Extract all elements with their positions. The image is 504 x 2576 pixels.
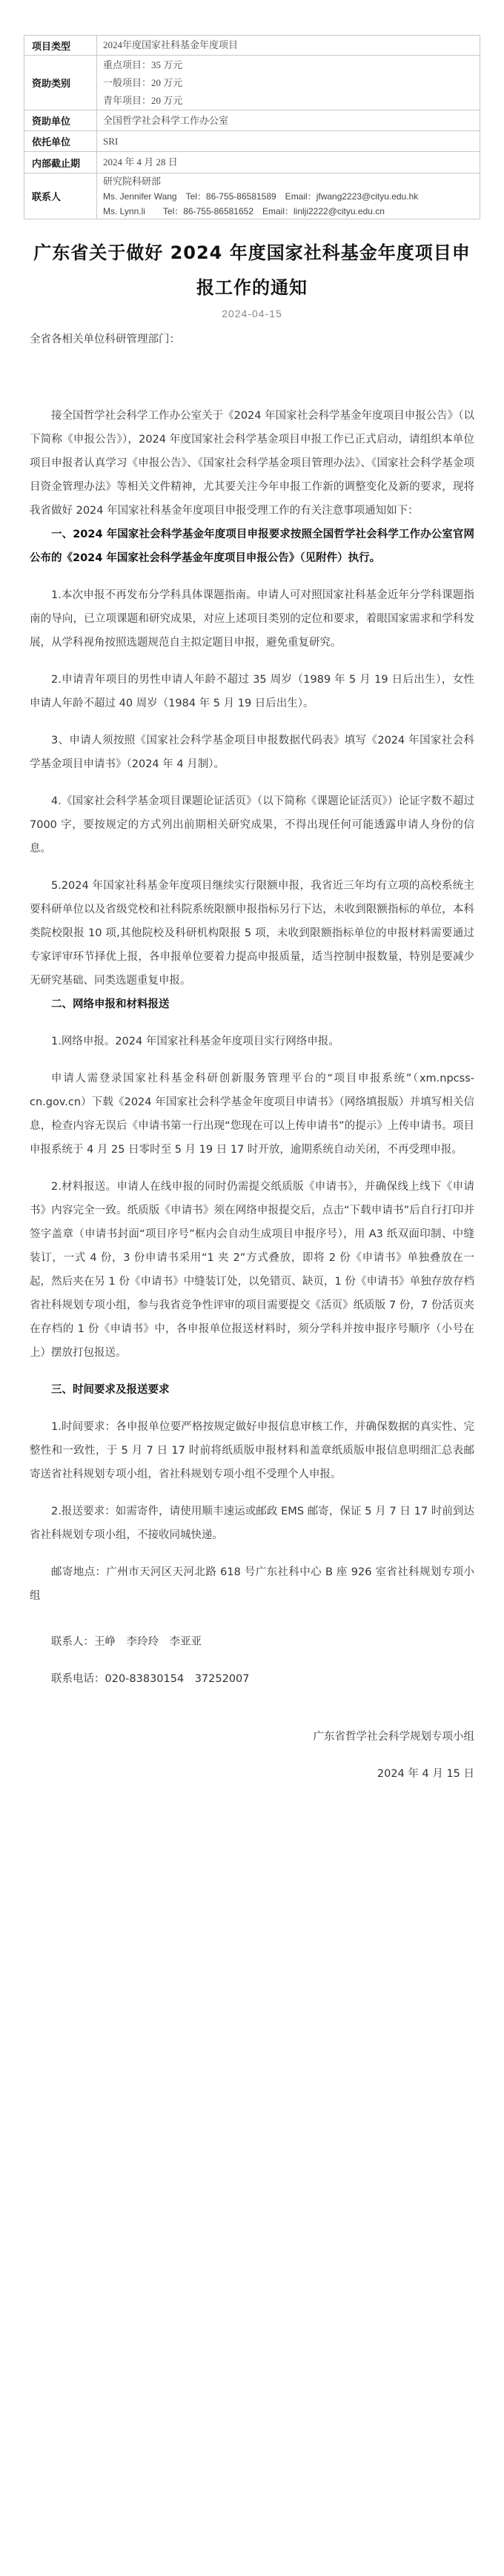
info-line: SRI: [103, 135, 119, 147]
item-2: 2.申请青年项目的男性申请人年龄不超过 35 周岁（1989 年 5 月 19 日后出生），女性申请人年龄不超过 40 周岁（1984 年 5 月 19 日后出生）。: [30, 674, 474, 709]
info-value: [97, 152, 480, 173]
intro-paragraph: 接全国哲学社会科学工作办公室关于《2024 年国家社会科学基金年度项目申报公告》（以下简称《申报公告》），2024 年度国家社会科学基金项目申报工作已正式启动，请组织本单位项目申报者认真学习《申报公告》、《国家社会科学基金项目管理办法》、《国家社会科学基金项目资金管理办法》等相关文件精神，尤其要关注今年申报工作新的调整变化及新的要求，现将我省做好 2024 年国家社科基金年度项目申报受理工作的有关注意事项通知如下：: [30, 410, 474, 517]
info-row-deadline: [24, 152, 480, 173]
item-materials: 2.材料报送。申请人在线申报的同时仍需提交纸质版《申请书》，并确保线上线下《申请书》内容完全一致。纸质版《申请书》须在网络申报提交后，点击“下载申请书”后自行打印并签字盖章（申请书封面“项目序号”框内会自动生成项目申报序号），用 A3 纸双面印制、中缝装订，一式 4 份，3 份申请书采用“1 夹 2”方式叠放，即将 2 份《申请书》单独叠放在一起，然后夹在另 1 份《申请书》中缝装订处，以免错页、缺页，1 份《申请书》单独存放存档省社科规划专项小组，参与我省竞争性评审的项目需要提交《活页》纸质版 7 份，7 份活页夹在存档的 1 份《申请书》中，各申报单位报送材料时，须分学科并按申报序号顺序（小号在上）摆放打包报送。: [30, 1181, 474, 1359]
item-delivery: 2.报送要求：如需寄件，请使用顺丰速运或邮政 EMS 邮寄，保证 5 月 7 日 17 时前到达省社科规划专项小组，不接收同城快递。: [30, 1506, 474, 1541]
contact-persons: 联系人：王峥 李玲玲 李亚亚: [51, 1636, 202, 1648]
info-label: 资助类别: [24, 56, 97, 110]
info-value: [97, 36, 480, 56]
info-label: 内部截止期: [24, 152, 97, 173]
section-heading-3: 三、时间要求及报送要求: [51, 1384, 170, 1396]
info-row-contact: [24, 173, 480, 219]
info-label: 联系人: [24, 173, 97, 219]
item-online: 1.网络申报。2024 年国家社科基金年度项目实行网络申报。: [51, 1036, 339, 1047]
signature-org: 广东省哲学社会科学规划专项小组: [313, 1731, 474, 1743]
project-info-table: [24, 35, 480, 219]
info-value: [97, 131, 480, 152]
notice-body: [30, 328, 474, 351]
info-line: 2024年度国家社科基金年度项目: [103, 39, 239, 50]
item-time: 1.时间要求：各申报单位要严格按规定做好申报信息审核工作，并确保数据的真实性、完整性和一致性，于 5 月 7 日 17 时前将纸质版申报材料和盖章纸质版申报信息明细汇总表邮寄送省社科规划专项小组，省社科规划专项小组不受理个人申报。: [30, 1421, 474, 1480]
signature-date: 2024 年 4 月 15 日: [377, 1768, 474, 1780]
section-heading-2: 二、网络申报和材料报送: [51, 999, 170, 1010]
item-1: 1.本次申报不再发布分学科具体课题指南。申请人可对照国家社科基金近年分学科课题指南的导向，已立项课题和研究成果，对应上述项目类别的定位和要求，着眼国家需求和学科发展，从学科视角按照选题规范自主拟定题目申报，避免重复研究。: [30, 589, 474, 649]
notice-date: 2024-04-15: [222, 308, 282, 319]
item-online-detail: 申请人需登录国家社科基金科研创新服务管理平台的“项目申报系统”（xm.npcss-cn.gov.cn）下载《2024 年国家社会科学基金年度项目申请书》（网络填报版）并填写相关信息，检查内容无误后《申请书第一行出现“您现在可以上传申请书”的提示》上传申请书。项目申报系统于 4 月 25 日零时至 5 月 19 日 17 时开放，逾期系统自动关闭，不再受理申报。: [30, 1073, 474, 1156]
info-line: 一般项目：20 万元: [103, 76, 183, 88]
contact-lynn: Ms. Lynn.li Tel：86-755-86581652 Email：linlji2222@cityu.edu.cn: [103, 205, 385, 216]
contact-jennifer: Ms. Jennifer Wang Tel：86-755-86581589 Email：jfwang2223@cityu.edu.hk: [103, 191, 419, 202]
info-label: 依托单位: [24, 131, 97, 152]
info-row-funder: [24, 110, 480, 131]
info-label: 资助单位: [24, 110, 97, 131]
contact-phone: 联系电话：020-83830154 37252007: [51, 1673, 250, 1685]
info-line: 青年项目：20 万元: [103, 94, 183, 106]
info-label: 项目类型: [24, 36, 97, 56]
info-value: [97, 110, 480, 131]
info-line: 2024 年 4 月 28 日: [103, 156, 178, 168]
notice-section: [30, 404, 474, 1786]
item-5: 5.2024 年国家社科基金年度项目继续实行限额申报，我省近三年均有立项的高校系统主要科研单位以及省级党校和社科院系统限额申报指标另行下达，未收到限额指标的单位，本科类院校限报 10 项,其他院校及科研机构限报 5 项，未收到限额指标单位的申报材料需要通过专家评审环节择优上报，各申报单位要着力提高申报质量，适当控制申报数量，特别是要减少无研究基础、同类选题重复申报。: [30, 880, 474, 987]
info-value: [97, 173, 480, 219]
item-3: 3、申请人须按照《国家社会科学基金项目申报数据代码表》填写《2024 年国家社会科学基金项目申请书》（2024 年 4 月制）。: [30, 735, 474, 770]
salutation: 全省各相关单位科研管理部门：: [30, 334, 180, 345]
info-row-host: [24, 131, 480, 152]
info-row-funding: [24, 56, 480, 110]
info-row-type: [24, 36, 480, 56]
info-line: 重点项目：35 万元: [103, 59, 183, 70]
section-heading-1: 一、2024 年国家社会科学基金年度项目申报要求按照全国哲学社会科学工作办公室官网公布的《2024 年国家社会科学基金年度项目申报公告》（见附件）执行。: [30, 529, 474, 564]
info-line: 研究院科研部: [103, 175, 162, 187]
item-4: 4.《国家社会科学基金项目课题论证活页》（以下简称《课题论证活页》）论证字数不超过 7000 字，要按规定的方式列出前期相关研究成果，不得出现任何可能透露申请人身份的信息。: [30, 795, 474, 855]
mailing-address: 邮寄地点：广州市天河区天河北路 618 号广东社科中心 B 座 926 室省社科规划专项小组: [30, 1566, 474, 1602]
notice-title: 广东省关于做好 2024 年度国家社科基金年度项目申报工作的通知: [33, 242, 471, 298]
info-value: [97, 56, 480, 110]
info-line: 全国哲学社会科学工作办公室: [103, 114, 229, 126]
